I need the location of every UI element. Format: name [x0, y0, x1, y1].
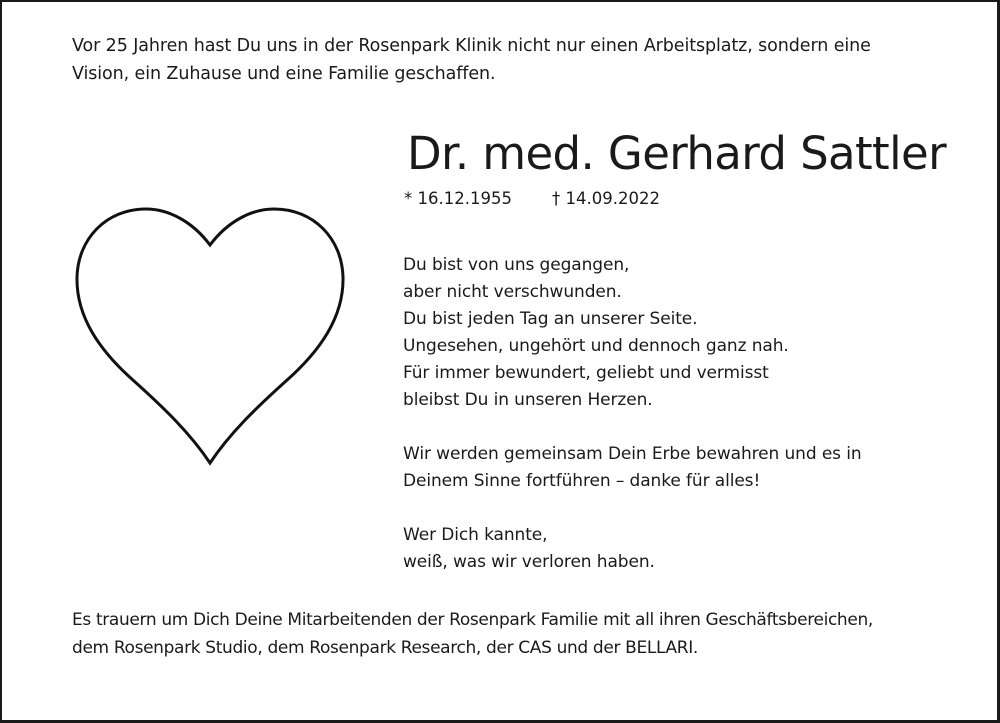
death-date: † 14.09.2022	[552, 189, 660, 208]
intro-line: Vor 25 Jahren hast Du uns in der Rosenpark Klinik nicht nur einen Arbeitsplatz, sondern eine	[72, 36, 871, 56]
verse-line: bleibst Du in unseren Herzen.	[403, 390, 653, 410]
verse-line: Du bist von uns gegangen,	[403, 255, 630, 275]
verse-poem	[403, 252, 963, 414]
verse-line: Für immer bewundert, geliebt und vermisst	[403, 363, 769, 383]
intro-line: Vision, ein Zuhause und eine Familie geschaffen.	[72, 64, 496, 84]
verse-line: Du bist jeden Tag an unserer Seite.	[403, 309, 698, 329]
verse-line: Wer Dich kannte,	[403, 525, 548, 545]
mourners-line: dem Rosenpark Studio, dem Rosenpark Research, der CAS und der BELLARI.	[72, 638, 698, 658]
life-dates	[404, 186, 660, 212]
verse-line: weiß, was wir verloren haben.	[403, 552, 655, 572]
verse-legacy	[403, 441, 963, 495]
verse-line: Ungesehen, ungehört und dennoch ganz nah.	[403, 336, 789, 356]
verse-closing	[403, 522, 963, 576]
mourners-text	[72, 606, 982, 662]
verse-line: Deinem Sinne fortführen – danke für alles!	[403, 471, 761, 491]
mourners-line: Es trauern um Dich Deine Mitarbeitenden der Rosenpark Familie mit all ihren Geschäftsbereichen,	[72, 610, 873, 630]
heart-outline-icon	[72, 205, 348, 467]
verse-line: aber nicht verschwunden.	[403, 282, 622, 302]
deceased-name: Dr. med. Gerhard Sattler	[407, 127, 946, 180]
intro-text	[72, 32, 952, 88]
verse-line: Wir werden gemeinsam Dein Erbe bewahren und es in	[403, 444, 862, 464]
birth-date: * 16.12.1955	[404, 189, 512, 208]
